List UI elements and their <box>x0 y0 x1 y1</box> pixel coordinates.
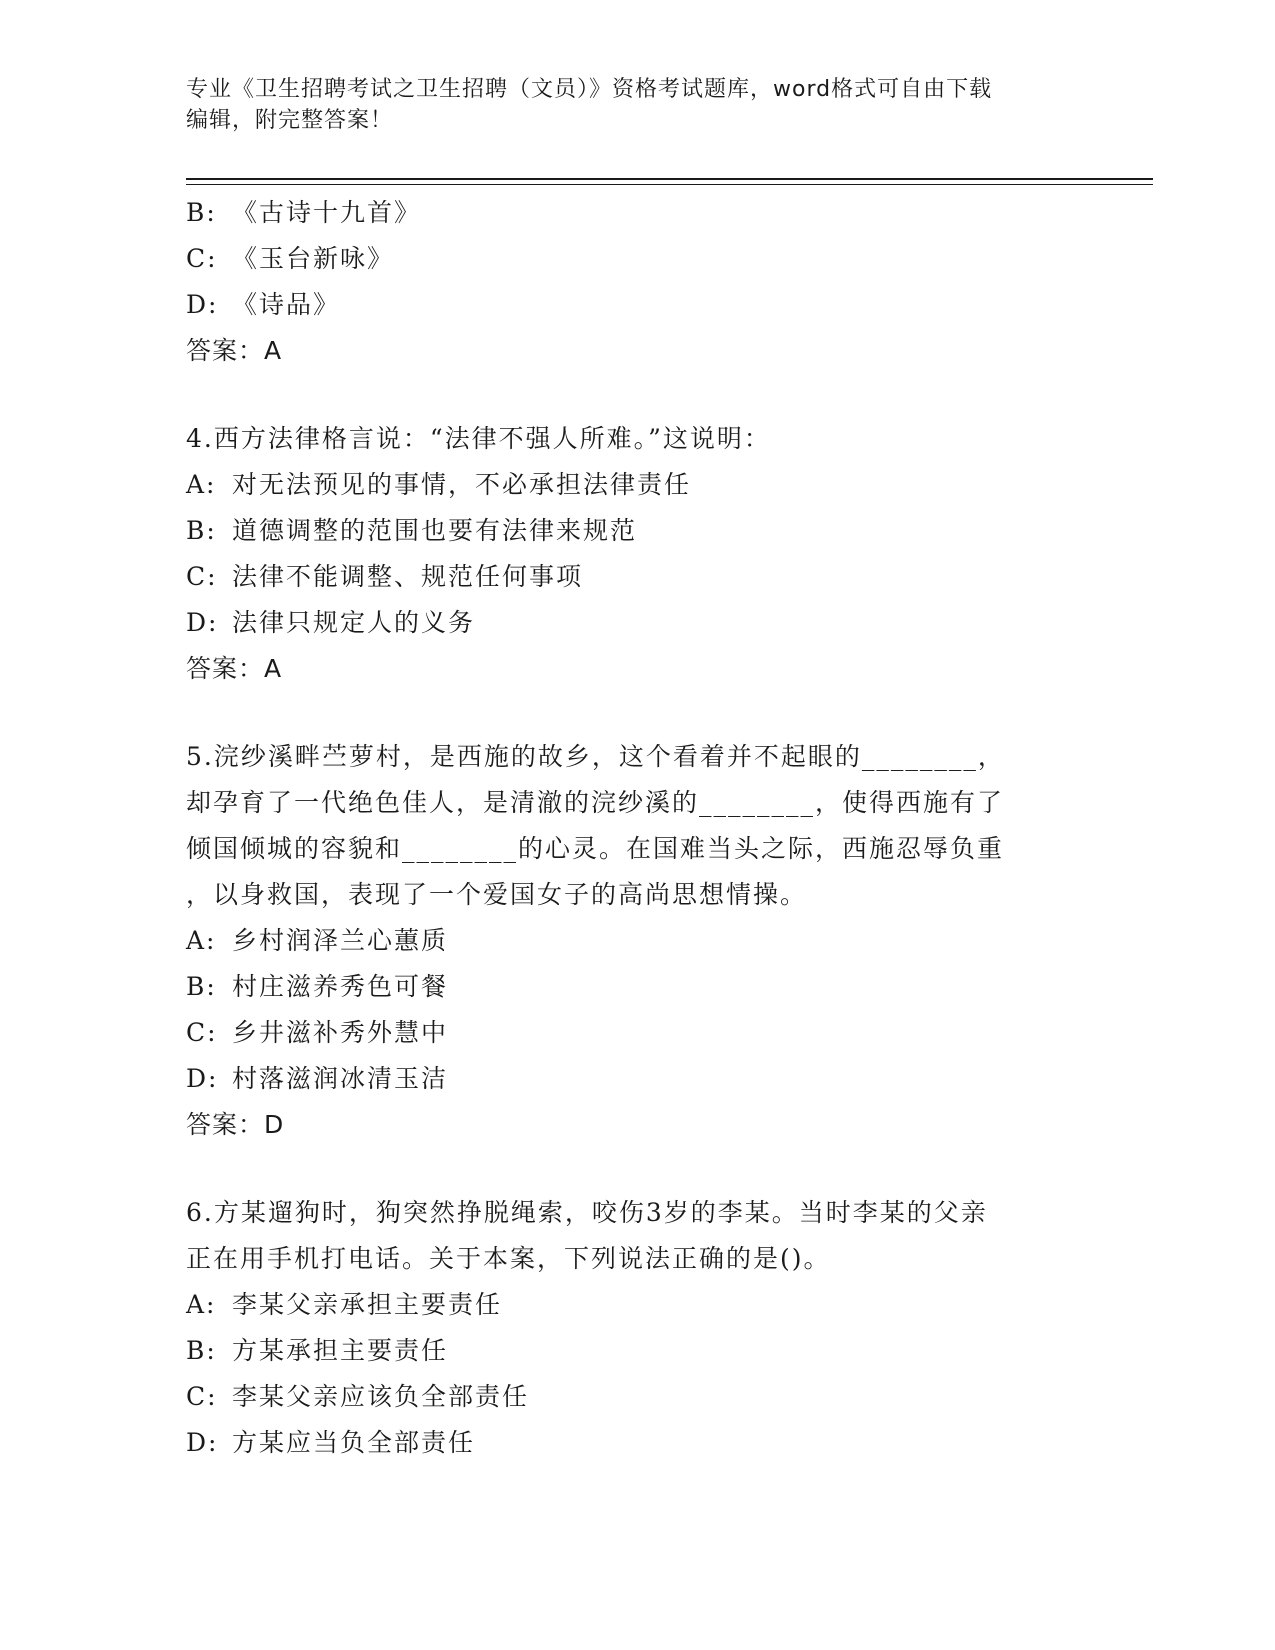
option-b <box>186 508 1066 554</box>
option-label: C: <box>186 562 218 591</box>
option-label: B: <box>186 516 217 545</box>
option-text: 村庄滋养秀色可餐 <box>232 972 449 1001</box>
option-b <box>186 190 1066 236</box>
option-label: D: <box>186 290 219 319</box>
option-label: D: <box>186 1428 219 1457</box>
option-text: 《玉台新咏》 <box>232 244 395 273</box>
option-label: A: <box>186 1290 217 1319</box>
option-c <box>186 554 1066 600</box>
question-text-line-3: 倾国倾城的容貌和________的心灵。在国难当头之际，西施忍辱负重 <box>186 834 1005 863</box>
option-d <box>186 1420 1066 1466</box>
option-text: 方某承担主要责任 <box>232 1336 449 1365</box>
option-text: 方某应当负全部责任 <box>232 1428 476 1457</box>
option-label: C: <box>186 1382 218 1411</box>
option-d <box>186 1056 1066 1102</box>
option-label: D: <box>186 1064 219 1093</box>
option-b <box>186 964 1066 1010</box>
question-text-line-2: 正在用手机打电话。关于本案，下列说法正确的是()。 <box>186 1244 831 1273</box>
option-label: B: <box>186 1336 217 1365</box>
question-text: 4.西方法律格言说：“法律不强人所难。”这说明： <box>186 424 771 453</box>
header-line-2: 编辑，附完整答案！ <box>186 108 394 133</box>
option-text: 乡井滋补秀外慧中 <box>232 1018 449 1047</box>
answer: 答案：A <box>186 336 283 365</box>
option-a <box>186 1282 1066 1328</box>
option-label: B: <box>186 198 217 227</box>
option-text: 道德调整的范围也要有法律来规范 <box>232 516 638 545</box>
header-divider-thick <box>186 178 1153 180</box>
option-label: B: <box>186 972 217 1001</box>
option-c <box>186 236 1066 282</box>
question-text-line-2: 却孕育了一代绝色佳人，是清澈的浣纱溪的________，使得西施有了 <box>186 788 1005 817</box>
option-b <box>186 1328 1066 1374</box>
option-a <box>186 462 1066 508</box>
answer: 答案：A <box>186 654 283 683</box>
option-label: A: <box>186 926 217 955</box>
option-text: 对无法预见的事情，不必承担法律责任 <box>232 470 692 499</box>
option-text: 《古诗十九首》 <box>232 198 422 227</box>
header-divider-thin <box>186 184 1153 185</box>
answer: 答案：D <box>186 1110 285 1139</box>
option-text: 李某父亲承担主要责任 <box>232 1290 503 1319</box>
question-3 <box>186 190 1066 374</box>
header-line-1: 专业《卫生招聘考试之卫生招聘（文员）》资格考试题库，word格式可自由下载 <box>186 77 993 102</box>
option-a <box>186 918 1066 964</box>
option-d <box>186 600 1066 646</box>
option-text: 乡村润泽兰心蕙质 <box>232 926 449 955</box>
option-text: 李某父亲应该负全部责任 <box>232 1382 530 1411</box>
option-text: 法律不能调整、规范任何事项 <box>232 562 584 591</box>
question-text-line-1: 6.方某遛狗时，狗突然挣脱绳索，咬伤3岁的李某。当时李某的父亲 <box>186 1198 988 1227</box>
option-c <box>186 1010 1066 1056</box>
option-d <box>186 282 1066 328</box>
option-label: A: <box>186 470 217 499</box>
option-text: 《诗品》 <box>232 290 341 319</box>
option-c <box>186 1374 1066 1420</box>
option-label: D: <box>186 608 219 637</box>
option-text: 法律只规定人的义务 <box>232 608 476 637</box>
question-4 <box>186 416 1066 692</box>
option-label: C: <box>186 1018 218 1047</box>
question-5 <box>186 734 1066 1148</box>
option-label: C: <box>186 244 218 273</box>
option-text: 村落滋润冰清玉洁 <box>232 1064 449 1093</box>
question-list <box>186 190 1066 1466</box>
question-6 <box>186 1190 1066 1466</box>
page-header <box>186 74 1066 136</box>
question-text-line-4: ，以身救国，表现了一个爱国女子的高尚思想情操。 <box>186 880 808 909</box>
question-text-line-1: 5.浣纱溪畔苎萝村，是西施的故乡，这个看着并不起眼的________， <box>186 742 1005 771</box>
